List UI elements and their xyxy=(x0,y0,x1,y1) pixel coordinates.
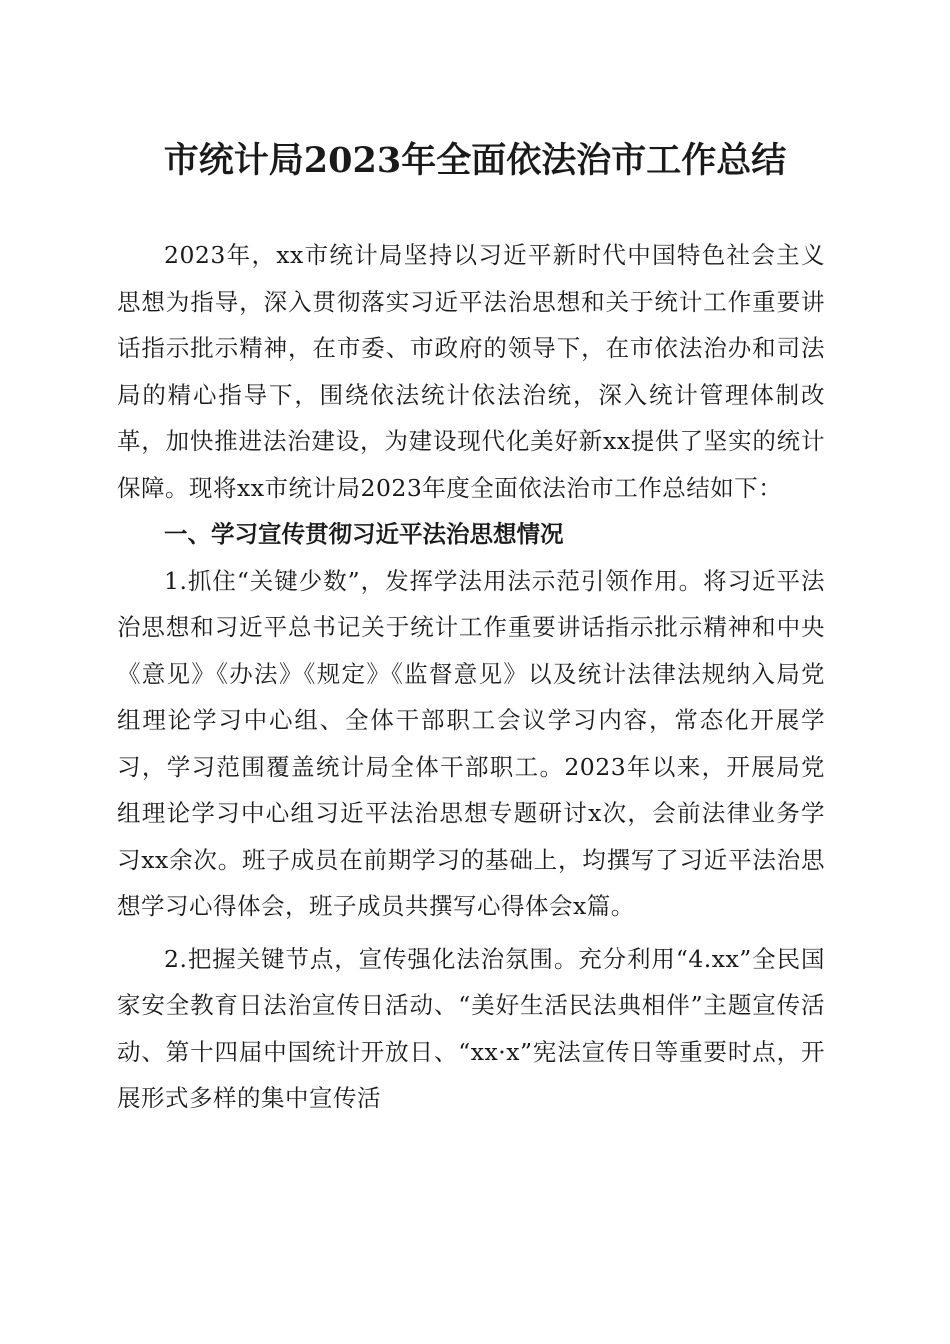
body-paragraph-2: 2.把握关键节点，宣传强化法治氛围。充分利用“4.xx”全民国家安全教育日法治宣传日活动、“美好生活民法典相伴”主题宣传活动、第十四届中国统计开放日、“xx·x”宪法宣传日等重要时点，开展形式多样的集中宣传活 xyxy=(117,944,825,1112)
section-heading: 一、学习宣传贯彻习近平法治思想情况 xyxy=(164,520,564,548)
body-paragraph-1: 1.抓住“关键少数”，发挥学法用法示范引领作用。将习近平法治思想和习近平总书记关于统计工作重要讲话指示批示精神和中央《意见》《办法》《规定》《监督意见》以及统计法律法规纳入局党组理论学习中心组、全体干部职工会议学习内容，常态化开展学习，学习范围覆盖统计局全体干部职工。2023年以来，开展局党组理论学习中心组习近平法治思想专题研讨x次，会前法律业务学习xx余次。班子成员在前期学习的基础上，均撰写了习近平法治思想学习心得体会，班子成员共撰写心得体会x篇。 xyxy=(117,566,825,920)
document-body xyxy=(117,232,825,1122)
intro-paragraph: 2023年，xx市统计局坚持以习近平新时代中国特色社会主义思想为指导，深入贯彻落实习近平法治思想和关于统计工作重要讲话指示批示精神，在市委、市政府的领导下，在市依法治办和司法局的精心指导下，围绕依法统计依法治统，深入统计管理体制改革，加快推进法治建设，为建设现代化美好新xx提供了坚实的统计保障。现将xx市统计局2023年度全面依法治市工作总结如下： xyxy=(117,241,825,502)
document-title: 市统计局2023年全面依法治市工作总结 xyxy=(163,140,787,181)
